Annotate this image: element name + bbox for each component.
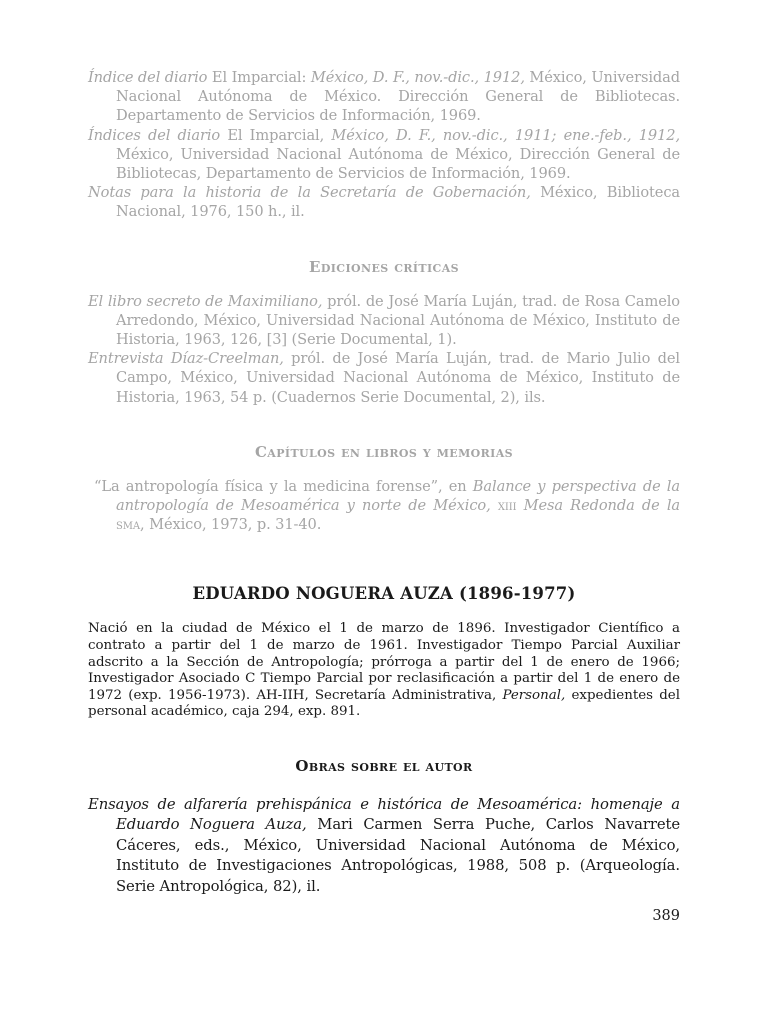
- bibliography-entry: [88, 126, 680, 184]
- entry-title: Índices del diario: [88, 126, 221, 144]
- faded-bibliography-block: [88, 68, 680, 534]
- entry-place-dates: México, D. F., nov.-dic., 1912,: [310, 69, 525, 86]
- entry-publication: pról. de José María Luján, trad. de Mario Julio del Campo, México, Universidad Nacional Autónoma de México, Instituto de Historia, 1963, 54 p. (Cuadernos Serie Documental, 2), ils.: [116, 350, 680, 406]
- entry-newspaper: El Imparcial,: [227, 126, 325, 144]
- entry-title: Índice del diario: [88, 69, 208, 86]
- author-heading: EDUARDO NOGUERA AUZA (1896-1977): [192, 584, 576, 604]
- bibliography-entry: [88, 183, 680, 221]
- entry-publication: México, Universidad Nacional Autónoma de México. Dirección General de Bibliotecas. Departamento de Servicios de Información, 1969.: [116, 69, 681, 125]
- page-number: 389: [652, 908, 680, 924]
- entry-acronym: sma,: [116, 516, 145, 534]
- section-title-capitulos: Capítulos en libros y memorias: [254, 442, 514, 461]
- bibliography-entry: [88, 68, 680, 126]
- bibliography-entry: [88, 477, 680, 535]
- entry-publication: México, 1973, p. 31-40.: [149, 516, 322, 534]
- bibliography-entry: [88, 292, 680, 350]
- entry-title: Balance y perspectiva de la antropología de Mesoamérica y norte de México,: [116, 477, 680, 515]
- entry-title: Ensayos de alfarería prehispánica e histórica de Mesoamérica: homenaje a Eduardo Noguera Auza,: [88, 796, 680, 834]
- entry-roman-numeral: xiii: [497, 497, 517, 515]
- entry-chapter: “La antropología física y la medicina forense”, en: [94, 477, 467, 495]
- page-body: [88, 68, 680, 897]
- bio-text: Nació en la ciudad de México el 1 de marzo de 1896. Investigador Científico a contrato a partir del 1 de marzo de 1961. Investigador Tiempo Parcial Auxiliar adscrito a la Sección de Antropología; prórroga a partir del 1 de enero de 1966; Investigador Asociado C Tiempo Parcial por reclasificación a partir del 1 de enero de 1972 (exp. 1956-1973). AH-IIH, Secretaría Administrativa,: [88, 621, 680, 703]
- section-title-ediciones: Ediciones críticas: [308, 257, 459, 276]
- entry-title: Notas para la historia de la Secretaría de Gobernación,: [88, 184, 531, 202]
- bio-italic: Personal,: [502, 687, 566, 703]
- bio-end: expedientes del personal académico, caja 294, exp. 891.: [88, 687, 680, 720]
- bibliography-entry: [88, 349, 680, 407]
- entry-place-dates: México, D. F., nov.-dic., 1911; ene.-feb., 1912,: [331, 126, 680, 144]
- author-biography: [88, 621, 680, 721]
- bibliography-entry: [88, 795, 680, 897]
- entry-title-continued: Mesa Redonda de la: [523, 497, 680, 515]
- entry-publication: México, Universidad Nacional Autónoma de México, Dirección General de Bibliotecas, Departamento de Servicios de Información, 1969.: [116, 145, 680, 183]
- entry-title: Entrevista Díaz-Creelman,: [88, 350, 284, 368]
- entry-newspaper: El Imparcial:: [211, 69, 307, 86]
- entry-publication: Mari Carmen Serra Puche, Carlos Navarrete Cáceres, eds., México, Universidad Nacional Autónoma de México, Instituto de Investigaciones Antropológicas, 1988, 508 p. (Arqueología. Serie Antropológica, 82), il.: [116, 816, 680, 895]
- entry-publication: México, Biblioteca Nacional, 1976, 150 h., il.: [116, 184, 680, 221]
- entry-title: El libro secreto de Maximiliano,: [88, 292, 323, 310]
- entry-publication: pról. de José María Luján, trad. de Rosa Camelo Arredondo, México, Universidad Nacional Autónoma de México, Instituto de Historia, 1963, 126, [3] (Serie Documental, 1).: [116, 292, 680, 349]
- section-title-obras: Obras sobre el autor: [295, 757, 473, 776]
